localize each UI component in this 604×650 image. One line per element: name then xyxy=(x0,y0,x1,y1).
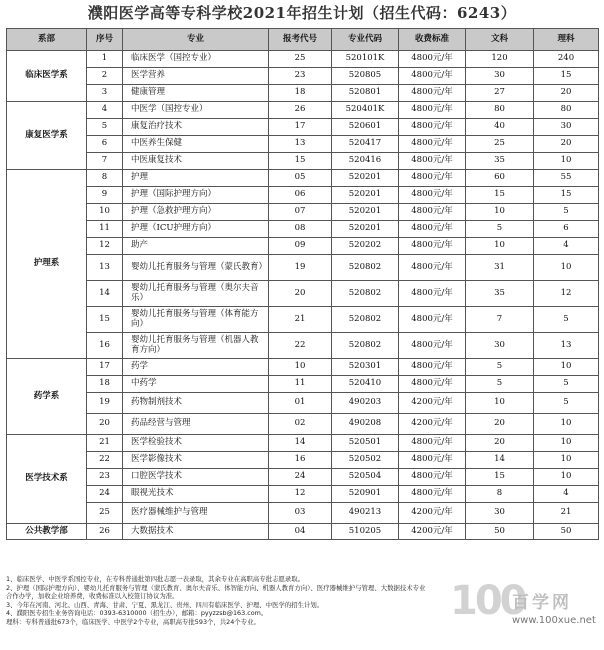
seq-cell: 22 xyxy=(87,452,123,469)
seq-cell: 8 xyxy=(87,170,123,187)
major-code-cell: 520417 xyxy=(332,136,399,153)
fee-cell: 4800元/年 xyxy=(399,170,466,187)
seq-cell: 3 xyxy=(87,85,123,102)
seq-cell: 5 xyxy=(87,119,123,136)
table-row xyxy=(7,51,599,68)
science-quota-cell: 10 xyxy=(534,435,599,452)
major-cell: 眼视光技术 xyxy=(123,486,269,503)
major-code-cell: 520301 xyxy=(332,359,399,376)
footnotes xyxy=(6,575,446,627)
seq-cell: 11 xyxy=(87,221,123,238)
arts-quota-cell: 15 xyxy=(466,187,534,204)
major-cell: 中药学 xyxy=(123,376,269,393)
fee-cell: 4800元/年 xyxy=(399,486,466,503)
major-code-cell: 520901 xyxy=(332,486,399,503)
seq-cell: 15 xyxy=(87,307,123,333)
department-cell: 护理系 xyxy=(7,170,87,359)
major-code-cell: 490203 xyxy=(332,393,399,414)
table-row xyxy=(7,136,599,153)
table-row xyxy=(7,359,599,376)
science-quota-cell: 240 xyxy=(534,51,599,68)
major-cell: 临床医学（国控专业） xyxy=(123,51,269,68)
exam-code-cell: 18 xyxy=(269,85,332,102)
arts-quota-cell: 14 xyxy=(466,452,534,469)
arts-quota-cell: 7 xyxy=(466,307,534,333)
exam-code-cell: 07 xyxy=(269,204,332,221)
table-row xyxy=(7,85,599,102)
major-cell: 护理（国际护理方向） xyxy=(123,187,269,204)
fee-cell: 4800元/年 xyxy=(399,376,466,393)
seq-cell: 24 xyxy=(87,486,123,503)
seq-cell: 6 xyxy=(87,136,123,153)
exam-code-cell: 22 xyxy=(269,333,332,359)
exam-code-cell: 13 xyxy=(269,136,332,153)
science-quota-cell: 4 xyxy=(534,238,599,255)
watermark-logo-mark: 100 xyxy=(450,578,525,624)
major-code-cell: 520201 xyxy=(332,221,399,238)
arts-quota-cell: 10 xyxy=(466,238,534,255)
seq-cell: 7 xyxy=(87,153,123,170)
table-row xyxy=(7,187,599,204)
fee-cell: 4800元/年 xyxy=(399,85,466,102)
table-row xyxy=(7,452,599,469)
major-code-cell: 520201 xyxy=(332,170,399,187)
fee-cell: 4800元/年 xyxy=(399,51,466,68)
seq-cell: 10 xyxy=(87,204,123,221)
science-quota-cell: 55 xyxy=(534,170,599,187)
fee-cell: 4800元/年 xyxy=(399,187,466,204)
science-quota-cell: 6 xyxy=(534,221,599,238)
science-quota-cell: 5 xyxy=(534,393,599,414)
arts-quota-cell: 50 xyxy=(466,524,534,540)
table-row xyxy=(7,281,599,307)
major-cell: 康复治疗技术 xyxy=(123,119,269,136)
major-cell: 婴幼儿托育服务与管理（体育能方向） xyxy=(123,307,269,333)
science-quota-cell: 10 xyxy=(534,359,599,376)
major-code-cell: 490208 xyxy=(332,414,399,435)
major-cell: 护理 xyxy=(123,170,269,187)
exam-code-cell: 20 xyxy=(269,281,332,307)
table-row xyxy=(7,333,599,359)
exam-code-cell: 25 xyxy=(269,51,332,68)
table-row xyxy=(7,376,599,393)
major-cell: 医学检验技术 xyxy=(123,435,269,452)
fee-cell: 4800元/年 xyxy=(399,435,466,452)
fee-cell: 4800元/年 xyxy=(399,204,466,221)
science-quota-cell: 4 xyxy=(534,486,599,503)
department-cell: 临床医学系 xyxy=(7,51,87,102)
major-cell: 医学影像技术 xyxy=(123,452,269,469)
exam-code-cell: 11 xyxy=(269,376,332,393)
table-row xyxy=(7,469,599,486)
footnote: 理科：专科普通批673个，临床医学、中医学2个专业，高职高专批593个，共24个专业。 xyxy=(6,617,260,626)
enrollment-table xyxy=(6,28,599,540)
major-cell: 婴幼儿托育服务与管理（蒙氏教育） xyxy=(123,255,269,281)
department-cell: 康复医学系 xyxy=(7,102,87,170)
major-cell: 中医学（国控专业） xyxy=(123,102,269,119)
science-quota-cell: 50 xyxy=(534,524,599,540)
arts-quota-cell: 30 xyxy=(466,333,534,359)
fee-cell: 4800元/年 xyxy=(399,452,466,469)
arts-quota-cell: 60 xyxy=(466,170,534,187)
exam-code-cell: 06 xyxy=(269,187,332,204)
major-code-cell: 520601 xyxy=(332,119,399,136)
fee-cell: 4200元/年 xyxy=(399,503,466,524)
exam-code-cell: 12 xyxy=(269,486,332,503)
exam-code-cell: 10 xyxy=(269,359,332,376)
major-cell: 大数据技术 xyxy=(123,524,269,540)
table-row xyxy=(7,119,599,136)
seq-cell: 26 xyxy=(87,524,123,540)
footnote: 3、今年在河南、河北、山西、青海、甘肃、宁夏、黑龙江、贵州、四川有临床医学、护理、中医学的招生计划。 xyxy=(6,600,324,609)
major-cell: 中医康复技术 xyxy=(123,153,269,170)
major-code-cell: 520502 xyxy=(332,452,399,469)
science-quota-cell: 80 xyxy=(534,102,599,119)
science-quota-cell: 21 xyxy=(534,503,599,524)
seq-cell: 9 xyxy=(87,187,123,204)
major-code-cell: 520504 xyxy=(332,469,399,486)
major-code-cell: 520802 xyxy=(332,255,399,281)
fee-cell: 4200元/年 xyxy=(399,414,466,435)
major-code-cell: 520802 xyxy=(332,281,399,307)
table-header-row xyxy=(7,29,599,51)
watermark-site-name: 百学网 xyxy=(512,593,572,613)
exam-code-cell: 14 xyxy=(269,435,332,452)
major-code-cell: 520201 xyxy=(332,204,399,221)
arts-quota-cell: 31 xyxy=(466,255,534,281)
fee-cell: 4800元/年 xyxy=(399,238,466,255)
seq-cell: 1 xyxy=(87,51,123,68)
arts-quota-cell: 5 xyxy=(466,221,534,238)
arts-quota-cell: 20 xyxy=(466,414,534,435)
seq-cell: 20 xyxy=(87,414,123,435)
table-row xyxy=(7,204,599,221)
seq-cell: 25 xyxy=(87,503,123,524)
seq-cell: 21 xyxy=(87,435,123,452)
exam-code-cell: 09 xyxy=(269,238,332,255)
major-code-cell: 520805 xyxy=(332,68,399,85)
exam-code-cell: 03 xyxy=(269,503,332,524)
arts-quota-cell: 80 xyxy=(466,102,534,119)
fee-cell: 4800元/年 xyxy=(399,136,466,153)
arts-quota-cell: 30 xyxy=(466,503,534,524)
major-cell: 健康管理 xyxy=(123,85,269,102)
major-code-cell: 520501 xyxy=(332,435,399,452)
table-row xyxy=(7,68,599,85)
seq-cell: 16 xyxy=(87,333,123,359)
seq-cell: 14 xyxy=(87,281,123,307)
header-cell: 专业代码 xyxy=(332,29,399,51)
exam-code-cell: 02 xyxy=(269,414,332,435)
major-code-cell: 510205 xyxy=(332,524,399,540)
arts-quota-cell: 8 xyxy=(466,486,534,503)
department-cell: 药学系 xyxy=(7,359,87,435)
arts-quota-cell: 5 xyxy=(466,376,534,393)
arts-quota-cell: 25 xyxy=(466,136,534,153)
fee-cell: 4800元/年 xyxy=(399,307,466,333)
major-code-cell: 520801 xyxy=(332,85,399,102)
fee-cell: 4800元/年 xyxy=(399,153,466,170)
header-cell: 文科 xyxy=(466,29,534,51)
header-cell: 专业 xyxy=(123,29,269,51)
department-cell: 公共教学部 xyxy=(7,524,87,540)
major-cell: 医学营养 xyxy=(123,68,269,85)
table-row xyxy=(7,486,599,503)
exam-code-cell: 21 xyxy=(269,307,332,333)
science-quota-cell: 5 xyxy=(534,204,599,221)
table-row xyxy=(7,102,599,119)
major-cell: 中医养生保健 xyxy=(123,136,269,153)
major-cell: 护理（ICU护理方向） xyxy=(123,221,269,238)
science-quota-cell: 10 xyxy=(534,153,599,170)
arts-quota-cell: 30 xyxy=(466,68,534,85)
arts-quota-cell: 15 xyxy=(466,469,534,486)
footnote: 合作办学，加收企业培养费，收费标准以入校签订协议为准。 xyxy=(6,592,179,601)
exam-code-cell: 19 xyxy=(269,255,332,281)
science-quota-cell: 15 xyxy=(534,187,599,204)
table-row xyxy=(7,307,599,333)
table-row xyxy=(7,255,599,281)
fee-cell: 4800元/年 xyxy=(399,221,466,238)
major-cell: 药物制剂技术 xyxy=(123,393,269,414)
arts-quota-cell: 10 xyxy=(466,393,534,414)
major-cell: 药学 xyxy=(123,359,269,376)
department-cell: 医学技术系 xyxy=(7,435,87,524)
science-quota-cell: 15 xyxy=(534,68,599,85)
major-code-cell: 520802 xyxy=(332,307,399,333)
fee-cell: 4800元/年 xyxy=(399,333,466,359)
footnote: 4、濮阳医专招生业务咨询电话：0393-6310000（招生办），邮箱：pyyzzsb@163.com。 xyxy=(6,609,268,618)
seq-cell: 18 xyxy=(87,376,123,393)
science-quota-cell: 20 xyxy=(534,136,599,153)
header-cell: 理科 xyxy=(534,29,599,51)
exam-code-cell: 24 xyxy=(269,469,332,486)
footnote: 1、临床医学、中医学系国控专业，在专科普通批第四批志愿一表录取，其余专业在高职高专批志愿录取。 xyxy=(6,575,305,583)
fee-cell: 4800元/年 xyxy=(399,281,466,307)
science-quota-cell: 5 xyxy=(534,307,599,333)
seq-cell: 23 xyxy=(87,469,123,486)
major-cell: 药品经营与管理 xyxy=(123,414,269,435)
seq-cell: 2 xyxy=(87,68,123,85)
major-cell: 口腔医学技术 xyxy=(123,469,269,486)
seq-cell: 12 xyxy=(87,238,123,255)
major-code-cell: 520201 xyxy=(332,187,399,204)
fee-cell: 4800元/年 xyxy=(399,102,466,119)
header-cell: 收费标准 xyxy=(399,29,466,51)
science-quota-cell: 13 xyxy=(534,333,599,359)
fee-cell: 4800元/年 xyxy=(399,68,466,85)
fee-cell: 4200元/年 xyxy=(399,524,466,540)
watermark-logo xyxy=(450,578,600,638)
major-cell: 婴幼儿托育服务与管理（奥尔夫音乐） xyxy=(123,281,269,307)
exam-code-cell: 04 xyxy=(269,524,332,540)
seq-cell: 19 xyxy=(87,393,123,414)
fee-cell: 4800元/年 xyxy=(399,255,466,281)
header-cell: 系部 xyxy=(7,29,87,51)
exam-code-cell: 05 xyxy=(269,170,332,187)
arts-quota-cell: 10 xyxy=(466,204,534,221)
major-code-cell: 520101K xyxy=(332,51,399,68)
exam-code-cell: 08 xyxy=(269,221,332,238)
exam-code-cell: 23 xyxy=(269,68,332,85)
major-cell: 助产 xyxy=(123,238,269,255)
arts-quota-cell: 27 xyxy=(466,85,534,102)
fee-cell: 4800元/年 xyxy=(399,119,466,136)
table-row xyxy=(7,170,599,187)
arts-quota-cell: 35 xyxy=(466,153,534,170)
table-row xyxy=(7,524,599,540)
fee-cell: 4800元/年 xyxy=(399,469,466,486)
exam-code-cell: 16 xyxy=(269,452,332,469)
major-cell: 护理（急救护理方向） xyxy=(123,204,269,221)
header-cell: 序号 xyxy=(87,29,123,51)
seq-cell: 4 xyxy=(87,102,123,119)
header-cell: 报考代号 xyxy=(269,29,332,51)
fee-cell: 4200元/年 xyxy=(399,393,466,414)
table-row xyxy=(7,238,599,255)
table-row xyxy=(7,153,599,170)
seq-cell: 17 xyxy=(87,359,123,376)
page-title: 濮阳医学高等专科学校2021年招生计划（招生代码：6243） xyxy=(87,4,517,22)
science-quota-cell: 5 xyxy=(534,376,599,393)
seq-cell: 13 xyxy=(87,255,123,281)
arts-quota-cell: 20 xyxy=(466,435,534,452)
arts-quota-cell: 120 xyxy=(466,51,534,68)
arts-quota-cell: 35 xyxy=(466,281,534,307)
science-quota-cell: 20 xyxy=(534,85,599,102)
table-row xyxy=(7,221,599,238)
exam-code-cell: 17 xyxy=(269,119,332,136)
arts-quota-cell: 5 xyxy=(466,359,534,376)
science-quota-cell: 10 xyxy=(534,255,599,281)
science-quota-cell: 10 xyxy=(534,469,599,486)
science-quota-cell: 30 xyxy=(534,119,599,136)
science-quota-cell: 12 xyxy=(534,281,599,307)
science-quota-cell: 10 xyxy=(534,452,599,469)
table-row xyxy=(7,414,599,435)
table-row xyxy=(7,435,599,452)
watermark-url: www.100xue.net xyxy=(512,615,596,626)
major-code-cell: 490213 xyxy=(332,503,399,524)
table-row xyxy=(7,503,599,524)
fee-cell: 4800元/年 xyxy=(399,359,466,376)
exam-code-cell: 01 xyxy=(269,393,332,414)
exam-code-cell: 15 xyxy=(269,153,332,170)
major-code-cell: 520410 xyxy=(332,376,399,393)
arts-quota-cell: 40 xyxy=(466,119,534,136)
exam-code-cell: 26 xyxy=(269,102,332,119)
major-cell: 婴幼儿托育服务与管理（机器人教育方向） xyxy=(123,333,269,359)
table-row xyxy=(7,393,599,414)
major-code-cell: 520416 xyxy=(332,153,399,170)
major-code-cell: 520802 xyxy=(332,333,399,359)
table-body xyxy=(7,51,599,540)
science-quota-cell: 10 xyxy=(534,414,599,435)
major-code-cell: 520401K xyxy=(332,102,399,119)
major-code-cell: 520202 xyxy=(332,238,399,255)
major-cell: 医疗器械维护与管理 xyxy=(123,503,269,524)
footnote: 2、护理（国际护理方向）、婴幼儿托育服务与管理（蒙氏教育、奥尔夫音乐、体智能方向、机器人教育方向）、医疗器械维护与管理、大数据技术专业 xyxy=(6,583,426,592)
